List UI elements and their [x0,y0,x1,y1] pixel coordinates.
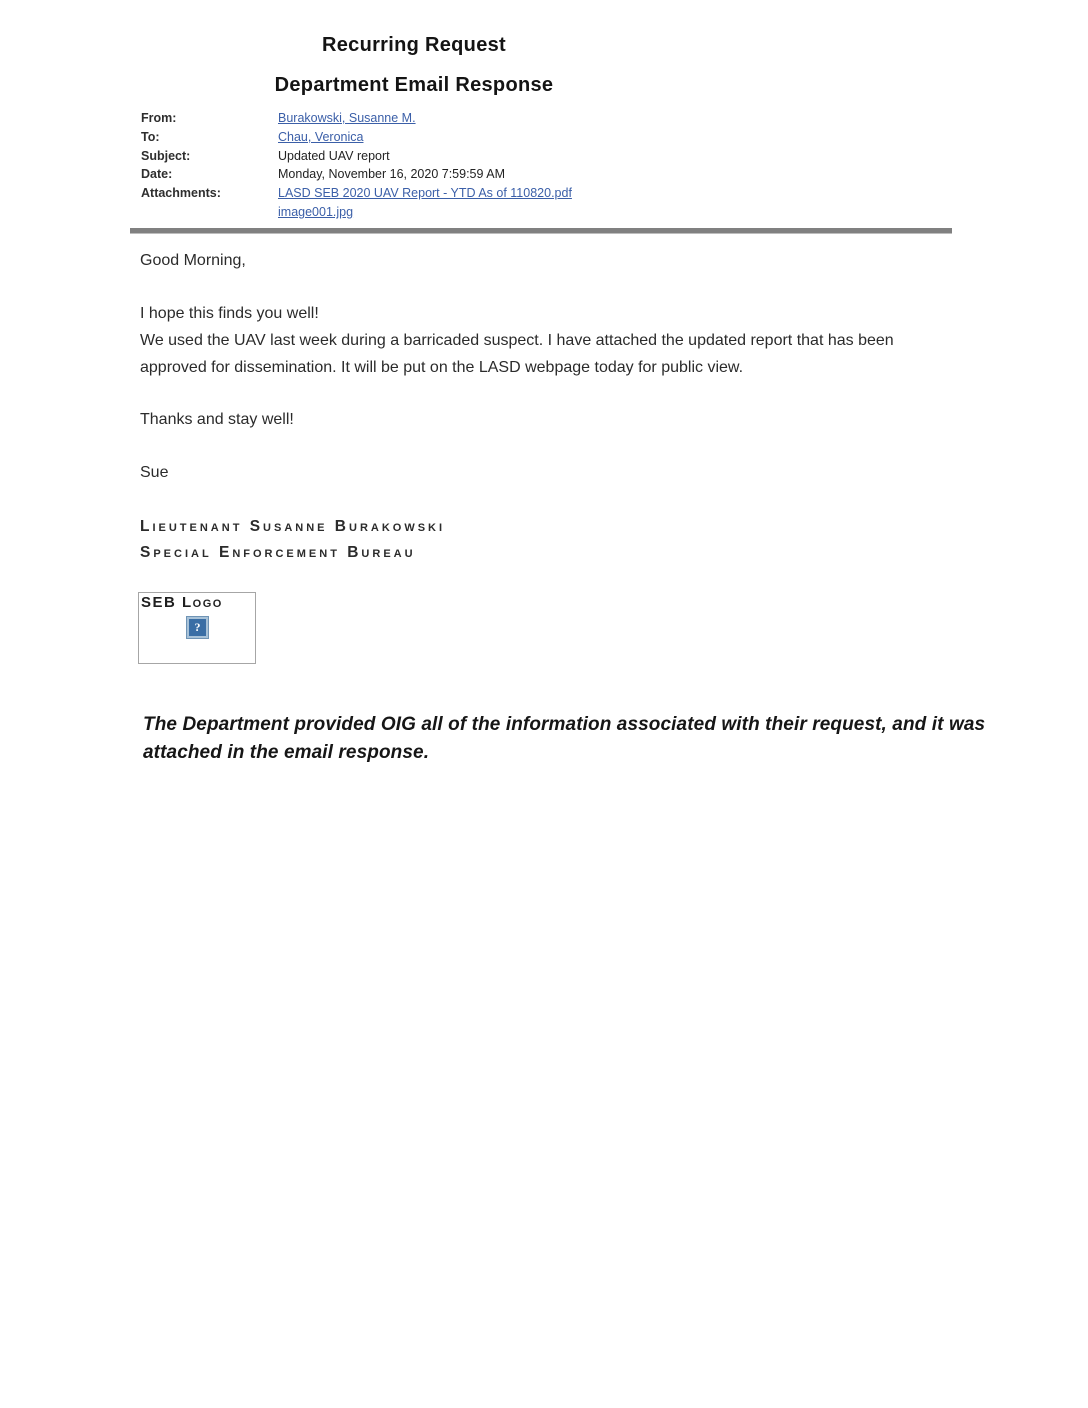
email-signature [140,514,445,566]
signature-name-line: Lieutenant Susanne Burakowski [140,518,446,535]
header-row-subject [141,147,841,166]
header-separator-rule [130,228,952,234]
oig-annotation-text: The Department provided OIG all of the information associated with their request, and it was attached in the email response. [143,714,986,763]
subject-label: Subject: [141,148,191,163]
body-greeting: Good Morning, [140,252,246,269]
subject-value: Updated UAV report [278,148,390,163]
document-titles [140,34,688,97]
header-row-attachments [141,184,841,222]
attachment-image-link[interactable]: image001.jpg [278,204,354,219]
email-header-block [141,109,841,222]
body-opening-line: I hope this finds you well! [140,305,319,322]
from-value-link[interactable]: Burakowski, Susanne M. [278,111,416,125]
header-row-to [141,128,841,147]
seb-logo-label: SEB Logo [141,594,223,611]
header-row-from [141,109,841,128]
title-department-email-response: Department Email Response [274,74,554,96]
signature-bureau-line: Special Enforcement Bureau [140,544,416,561]
date-value: Monday, November 16, 2020 7:59:59 AM [278,167,505,182]
attachments-label: Attachments: [141,186,221,201]
body-closing: Thanks and stay well! [140,411,294,428]
from-label: From: [141,111,177,125]
seb-logo-box [138,592,256,664]
body-signoff: Sue [140,464,169,481]
header-row-date [141,165,841,184]
date-label: Date: [141,167,173,182]
to-value-link[interactable]: Chau, Veronica [278,129,364,144]
body-paragraph: We used the UAV last week during a barricaded suspect. I have attached the updated report that has been approved for dissemination. It will be put on the LASD webpage today for public view. [140,332,894,376]
broken-image-icon: ? [187,617,208,638]
title-recurring-request: Recurring Request [321,34,507,56]
attachment-pdf-link[interactable]: LASD SEB 2020 UAV Report - YTD As of 110820.pdf [278,186,572,201]
to-label: To: [141,129,160,144]
